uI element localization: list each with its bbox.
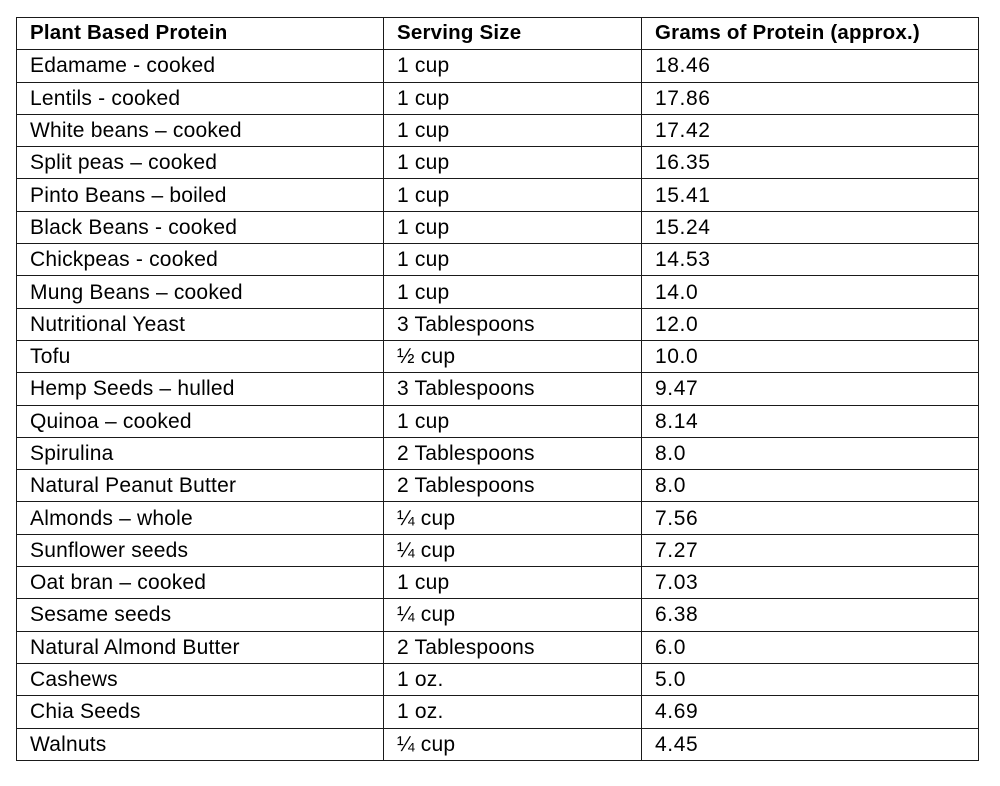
cell-grams-protein: 6.0 (642, 631, 979, 663)
table-row (17, 437, 979, 469)
cell-serving-size: 3 Tablespoons (384, 373, 642, 405)
table-row (17, 728, 979, 760)
cell-grams-protein: 5.0 (642, 663, 979, 695)
cell-serving-size: 1 oz. (384, 663, 642, 695)
cell-serving-size: 1 cup (384, 82, 642, 114)
cell-serving-size: ¼ cup (384, 534, 642, 566)
cell-grams-protein: 14.0 (642, 276, 979, 308)
table-row (17, 308, 979, 340)
table-row (17, 631, 979, 663)
cell-serving-size: 1 cup (384, 276, 642, 308)
cell-protein-source: Hemp Seeds – hulled (17, 373, 384, 405)
table-header-row (17, 18, 979, 50)
cell-protein-source: Natural Almond Butter (17, 631, 384, 663)
cell-protein-source: Tofu (17, 340, 384, 372)
cell-grams-protein: 15.41 (642, 179, 979, 211)
cell-protein-source: Nutritional Yeast (17, 308, 384, 340)
cell-protein-source: Black Beans - cooked (17, 211, 384, 243)
cell-grams-protein: 4.69 (642, 696, 979, 728)
cell-serving-size: 1 cup (384, 211, 642, 243)
cell-protein-source: Oat bran – cooked (17, 567, 384, 599)
cell-serving-size: ¼ cup (384, 502, 642, 534)
cell-protein-source: Chickpeas - cooked (17, 244, 384, 276)
table-row (17, 340, 979, 372)
cell-serving-size: 1 oz. (384, 696, 642, 728)
cell-serving-size: 1 cup (384, 147, 642, 179)
table-row (17, 599, 979, 631)
cell-grams-protein: 7.27 (642, 534, 979, 566)
cell-protein-source: Almonds – whole (17, 502, 384, 534)
header-serving-size: Serving Size (384, 18, 642, 50)
cell-protein-source: Spirulina (17, 437, 384, 469)
cell-grams-protein: 10.0 (642, 340, 979, 372)
cell-serving-size: 1 cup (384, 50, 642, 82)
cell-serving-size: ¼ cup (384, 728, 642, 760)
cell-serving-size: 1 cup (384, 405, 642, 437)
cell-protein-source: Natural Peanut Butter (17, 470, 384, 502)
cell-serving-size: ½ cup (384, 340, 642, 372)
cell-grams-protein: 4.45 (642, 728, 979, 760)
cell-grams-protein: 9.47 (642, 373, 979, 405)
cell-grams-protein: 7.56 (642, 502, 979, 534)
cell-grams-protein: 17.42 (642, 114, 979, 146)
table-row (17, 50, 979, 82)
cell-serving-size: 2 Tablespoons (384, 631, 642, 663)
table-row (17, 114, 979, 146)
cell-serving-size: 3 Tablespoons (384, 308, 642, 340)
table-row (17, 405, 979, 437)
table-row (17, 147, 979, 179)
table-row (17, 534, 979, 566)
cell-protein-source: Walnuts (17, 728, 384, 760)
cell-protein-source: Edamame - cooked (17, 50, 384, 82)
cell-serving-size: 1 cup (384, 179, 642, 211)
header-grams-of-protein: Grams of Protein (approx.) (642, 18, 979, 50)
cell-grams-protein: 16.35 (642, 147, 979, 179)
cell-protein-source: Quinoa – cooked (17, 405, 384, 437)
header-plant-based-protein: Plant Based Protein (17, 18, 384, 50)
cell-serving-size: 2 Tablespoons (384, 437, 642, 469)
cell-grams-protein: 12.0 (642, 308, 979, 340)
table-row (17, 696, 979, 728)
cell-grams-protein: 8.0 (642, 437, 979, 469)
cell-protein-source: Split peas – cooked (17, 147, 384, 179)
cell-grams-protein: 17.86 (642, 82, 979, 114)
table-row (17, 276, 979, 308)
table-row (17, 373, 979, 405)
cell-grams-protein: 15.24 (642, 211, 979, 243)
table-row (17, 663, 979, 695)
table-row (17, 470, 979, 502)
cell-protein-source: Lentils - cooked (17, 82, 384, 114)
table-row (17, 567, 979, 599)
cell-protein-source: Sesame seeds (17, 599, 384, 631)
cell-serving-size: 1 cup (384, 567, 642, 599)
table-row (17, 244, 979, 276)
protein-table (16, 17, 979, 761)
table-row (17, 502, 979, 534)
cell-grams-protein: 6.38 (642, 599, 979, 631)
cell-serving-size: ¼ cup (384, 599, 642, 631)
table-row (17, 211, 979, 243)
cell-grams-protein: 8.14 (642, 405, 979, 437)
protein-table-container (16, 17, 978, 761)
cell-grams-protein: 18.46 (642, 50, 979, 82)
table-body (17, 50, 979, 761)
cell-grams-protein: 14.53 (642, 244, 979, 276)
cell-serving-size: 1 cup (384, 244, 642, 276)
cell-serving-size: 2 Tablespoons (384, 470, 642, 502)
cell-protein-source: Pinto Beans – boiled (17, 179, 384, 211)
cell-protein-source: Chia Seeds (17, 696, 384, 728)
cell-protein-source: Sunflower seeds (17, 534, 384, 566)
cell-serving-size: 1 cup (384, 114, 642, 146)
cell-protein-source: White beans – cooked (17, 114, 384, 146)
cell-grams-protein: 7.03 (642, 567, 979, 599)
cell-grams-protein: 8.0 (642, 470, 979, 502)
cell-protein-source: Mung Beans – cooked (17, 276, 384, 308)
table-row (17, 179, 979, 211)
cell-protein-source: Cashews (17, 663, 384, 695)
table-row (17, 82, 979, 114)
